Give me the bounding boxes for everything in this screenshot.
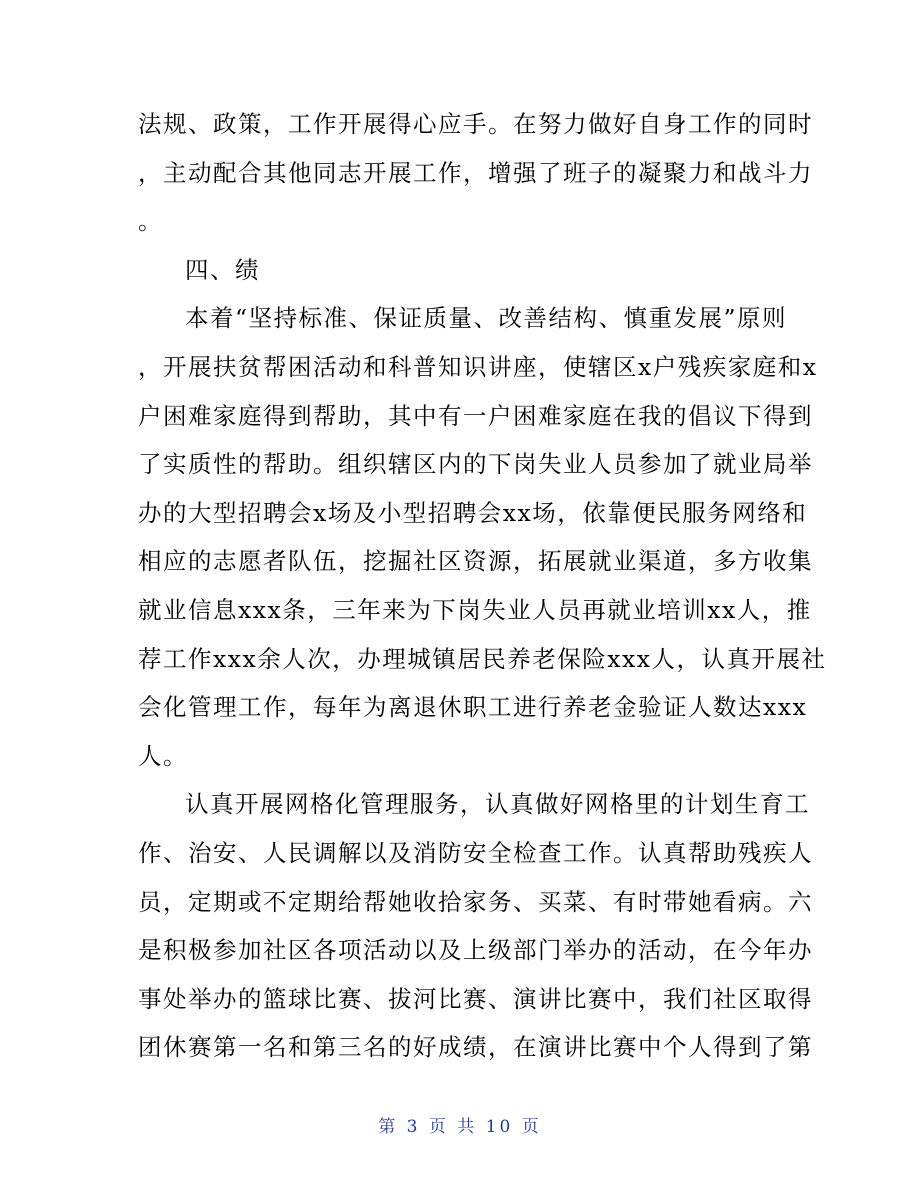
text-line: 办的大型招聘会x场及小型招聘会xx场，依靠便民服务网络和 [138, 498, 808, 527]
text-line: 就业信息xxx条，三年来为下岗失业人员再就业培训xx人，推 [138, 595, 812, 624]
section-heading: 四、绩 [185, 255, 260, 284]
text-line: 人。 [138, 741, 188, 770]
text-line: ，开展扶贫帮困活动和科普知识讲座，使辖区x户残疾家庭和x [138, 352, 818, 381]
text-line: 户困难家庭得到帮助，其中有一户困难家庭在我的倡议下得到 [138, 401, 813, 430]
text-line: 相应的志愿者队伍，挖掘社区资源，拓展就业渠道，多方收集 [138, 547, 813, 576]
text-line: 作、治安、人民调解以及消防安全检查工作。认真帮助残疾人 [138, 838, 813, 867]
page-number-footer: 第 3 页 共 10 页 [378, 1117, 542, 1137]
text-line: 会化管理工作，每年为离退休职工进行养老金验证人数达xxx [138, 693, 808, 722]
text-line: 了实质性的帮助。组织辖区内的下岗失业人员参加了就业局举 [138, 450, 813, 479]
text-line: 。 [138, 207, 163, 236]
text-line: 是积极参加社区各项活动以及上级部门举办的活动，在今年办 [138, 936, 813, 965]
text-line: 本着“坚持标准、保证质量、改善结构、慎重发展”原则 [185, 304, 788, 333]
text-line: 团休赛第一名和第三名的好成绩，在演讲比赛中个人得到了第 [138, 1033, 813, 1062]
text-line: 认真开展网格化管理服务，认真做好网格里的计划生育工 [185, 790, 810, 819]
text-line: 员，定期或不定期给帮她收拾家务、买菜、有时带她看病。六 [138, 887, 813, 916]
document-body [138, 100, 827, 1072]
text-line: 法规、政策，工作开展得心应手。在努力做好自身工作的同时 [138, 110, 813, 138]
text-line: ，主动配合其他同志开展工作，增强了班子的凝聚力和战斗力 [138, 158, 813, 187]
text-line: 荐工作xxx余人次，办理城镇居民养老保险xxx人，认真开展社 [138, 644, 827, 673]
text-line: 事处举办的篮球比赛、拔河比赛、演讲比赛中，我们社区取得 [138, 984, 813, 1013]
